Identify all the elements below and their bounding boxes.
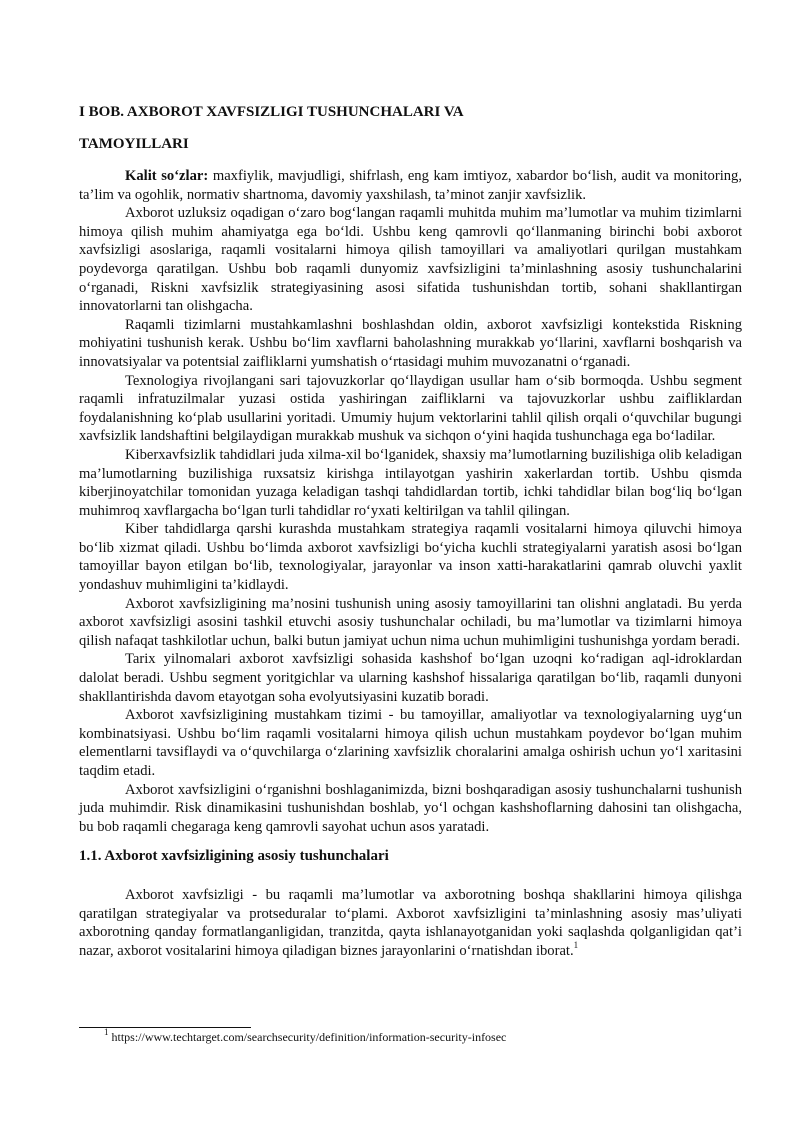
- paragraph-history: Tarix yilnomalari axborot xavfsizligi sohasida kashshof bo‘lgan uzoqni ko‘radigan aql-idroklardan dalolat beradi. Ushbu segment yoritgichlar va ularning kashshof hissalariga qaratilgan bo‘lib, raqamli dunyoni shakllantirishda davom etayotgan soha evolyutsiyasini kuzatib boradi.: [79, 651, 742, 705]
- section-paragraph-text: Axborot xavfsizligi - bu raqamli ma’lumotlar va axborotning boshqa shakllarini himoya qilishga qaratilgan strategiyalar va protseduralar to‘plami. Axborot xavfsizligini ta’minlashning asosiy mas’uliyati axborotning qanday formatlanganligidan, tranzitda, qayta ishlanayotganidan yoki saqlashda qolganligidan qat’i nazar, axborot vositalarini himoya qiladigan biznes jarayonlarini o‘rnatishdan iborat.: [79, 886, 742, 959]
- section-paragraph: [79, 886, 742, 960]
- chapter-title-line-1: I BOB. AXBOROT XAVFSIZLIGI TUSHUNCHALARI VA: [79, 104, 464, 120]
- paragraph-meaning: Axborot xavfsizligining ma’nosini tushunish uning asosiy tamoyillarini tan olishni anglatadi. Bu yerda axborot xavfsizligi asosini tashkil etuvchi asosiy tushunchalar ochiladi, bu ma’lumotlar va tizimlarni himoya qilish nafaqat tashkilotlar uchun, balki butun jamiyat uchun nima uchun muhimligini tushunishga yordam beradi.: [79, 595, 742, 649]
- section-heading: 1.1. Axborot xavfsizligining asosiy tushunchalari: [79, 848, 389, 865]
- document-body: [79, 167, 742, 960]
- paragraph-framework: Axborot xavfsizligining mustahkam tizimi - bu tamoyillar, amaliyotlar va texnologiyalarning uyg‘un kombinatsiyasi. Ushbu bo‘lim raqamli vositalarni himoya qilish uchun mustahkam poydevor bo‘lgan muhim elementlarni tavsiflaydi va o‘quvchilarga o‘zlarining xavfsizlik choralarini amalga oshirish uchun yo‘l xaritasini taqdim etadi.: [79, 707, 742, 779]
- footnote: [104, 1027, 744, 1045]
- paragraph-threats: Kiberxavfsizlik tahdidlari juda xilma-xil bo‘lganidek, shaxsiy ma’lumotlarning buzilishiga olib keladigan ma’lumotlarning buzilishiga ruxsatsiz kirishga intilayotgan yashirin xakerlardan tortib. Ushbu qismda kiberjinoyatchilar tomonidan yuzaga keladigan tashqi tahdidlardan tortib, ichki tahdidlar bilan bog‘liq bo‘lgan muhimroq xavflargacha bo‘lgan turli tahdidlar ro‘yxati keltirilgan va tahlil qilingan.: [79, 446, 742, 519]
- keywords-label: Kalit so‘zlar:: [125, 168, 209, 184]
- keywords-paragraph: [79, 167, 742, 204]
- keywords-text: maxfiylik, mavjudligi, shifrlash, eng kam imtiyoz, xabardor bo‘lish, audit va monitoring, ta’lim va ogohlik, normativ shartnoma, davomiy yaxshilash, ta’minot zanjir xavfsizlik.: [79, 168, 742, 203]
- footnote-link[interactable]: https://www.techtarget.com/searchsecurity/definition/information-security-infosec: [108, 1030, 507, 1044]
- paragraph-strategy: Kiber tahdidlarga qarshi kurashda mustahkam strategiya raqamli vositalarni himoya qiluvchi himoya bo‘lib xizmat qiladi. Ushbu bo‘limda axborot xavfsizligi bo‘yicha kuchli strategiyalarni yaratish asosi bo‘lgan tamoyillar bayon etilgan bo‘lib, texnologiyalar, jarayonlar va inson xatti-harakatlarini qamrab oluvchi yaxlit yondashuv muhimligini ta’kidlaydi.: [79, 521, 742, 594]
- paragraph-conclusion: Axborot xavfsizligini o‘rganishni boshlaganimizda, bizni boshqaradigan asosiy tushunchalarni tushunish juda muhimdir. Risk dinamikasini tushunishdan boshlab, yo‘l ochgan kashshoflarning dahosini tan olishgacha, bu bob raqamli chegaraga keng qamrovli sayohat uchun asos yaratadi.: [79, 781, 742, 835]
- footnote-reference[interactable]: 1: [573, 939, 579, 950]
- paragraph-technology: Texnologiya rivojlangani sari tajovuzkorlar qo‘llaydigan usullar ham o‘sib bormoqda. Ushbu segment raqamli infratuzilmalar yuzasi ostida yashiringan zaifliklarni va tajovuzkorlar ushbu zaifliklardan foydalanishning ko‘plab usullarini yoritadi. Umumiy hujum vektorlarini tahlil qilish orqali o‘quvchilar bugungi xavfsizlik landshaftini belgilaydigan murakkab mushuk va sichqon o‘yini haqida tushunchaga ega bo‘ladilar.: [79, 372, 742, 445]
- footnote-number: 1: [104, 1027, 109, 1037]
- paragraph-risk: Raqamli tizimlarni mustahkamlashni boshlashdan oldin, axborot xavfsizligi kontekstida Riskning mohiyatini tushunish kerak. Ushbu bo‘lim xavflarni baholashning murakkab yo‘llarini, xavflarni boshqarish va innovatsiyalar va potentsial zaifliklarni yumshatish o‘rtasidagi muhim muvozanatni o‘rganadi.: [79, 316, 742, 370]
- chapter-title-line-2: TAMOYILLARI: [79, 136, 189, 152]
- paragraph-intro: Axborot uzluksiz oqadigan o‘zaro bog‘langan raqamli muhitda muhim ma’lumotlar va muhim tizimlarni himoya qilish muhim ahamiyatga ega bo‘ldi. Ushbu keng qamrovli qo‘llanmaning birinchi bobi axborot xavfsizligi asoslariga, raqamli vositalarni himoya qilish tamoyillari va amaliyotlari qurilgan mustahkam poydevorga qaratilgan. Ushbu bob raqamli dunyomiz xavfsizligini ta’minlashning asosiy tushunchalarini o‘rganadi, Riskni xavfsizlik strategiyasining asosi sifatida tushunishdan tortib, sohani shakllantirgan innovatorlarni tan olishgacha.: [79, 205, 742, 315]
